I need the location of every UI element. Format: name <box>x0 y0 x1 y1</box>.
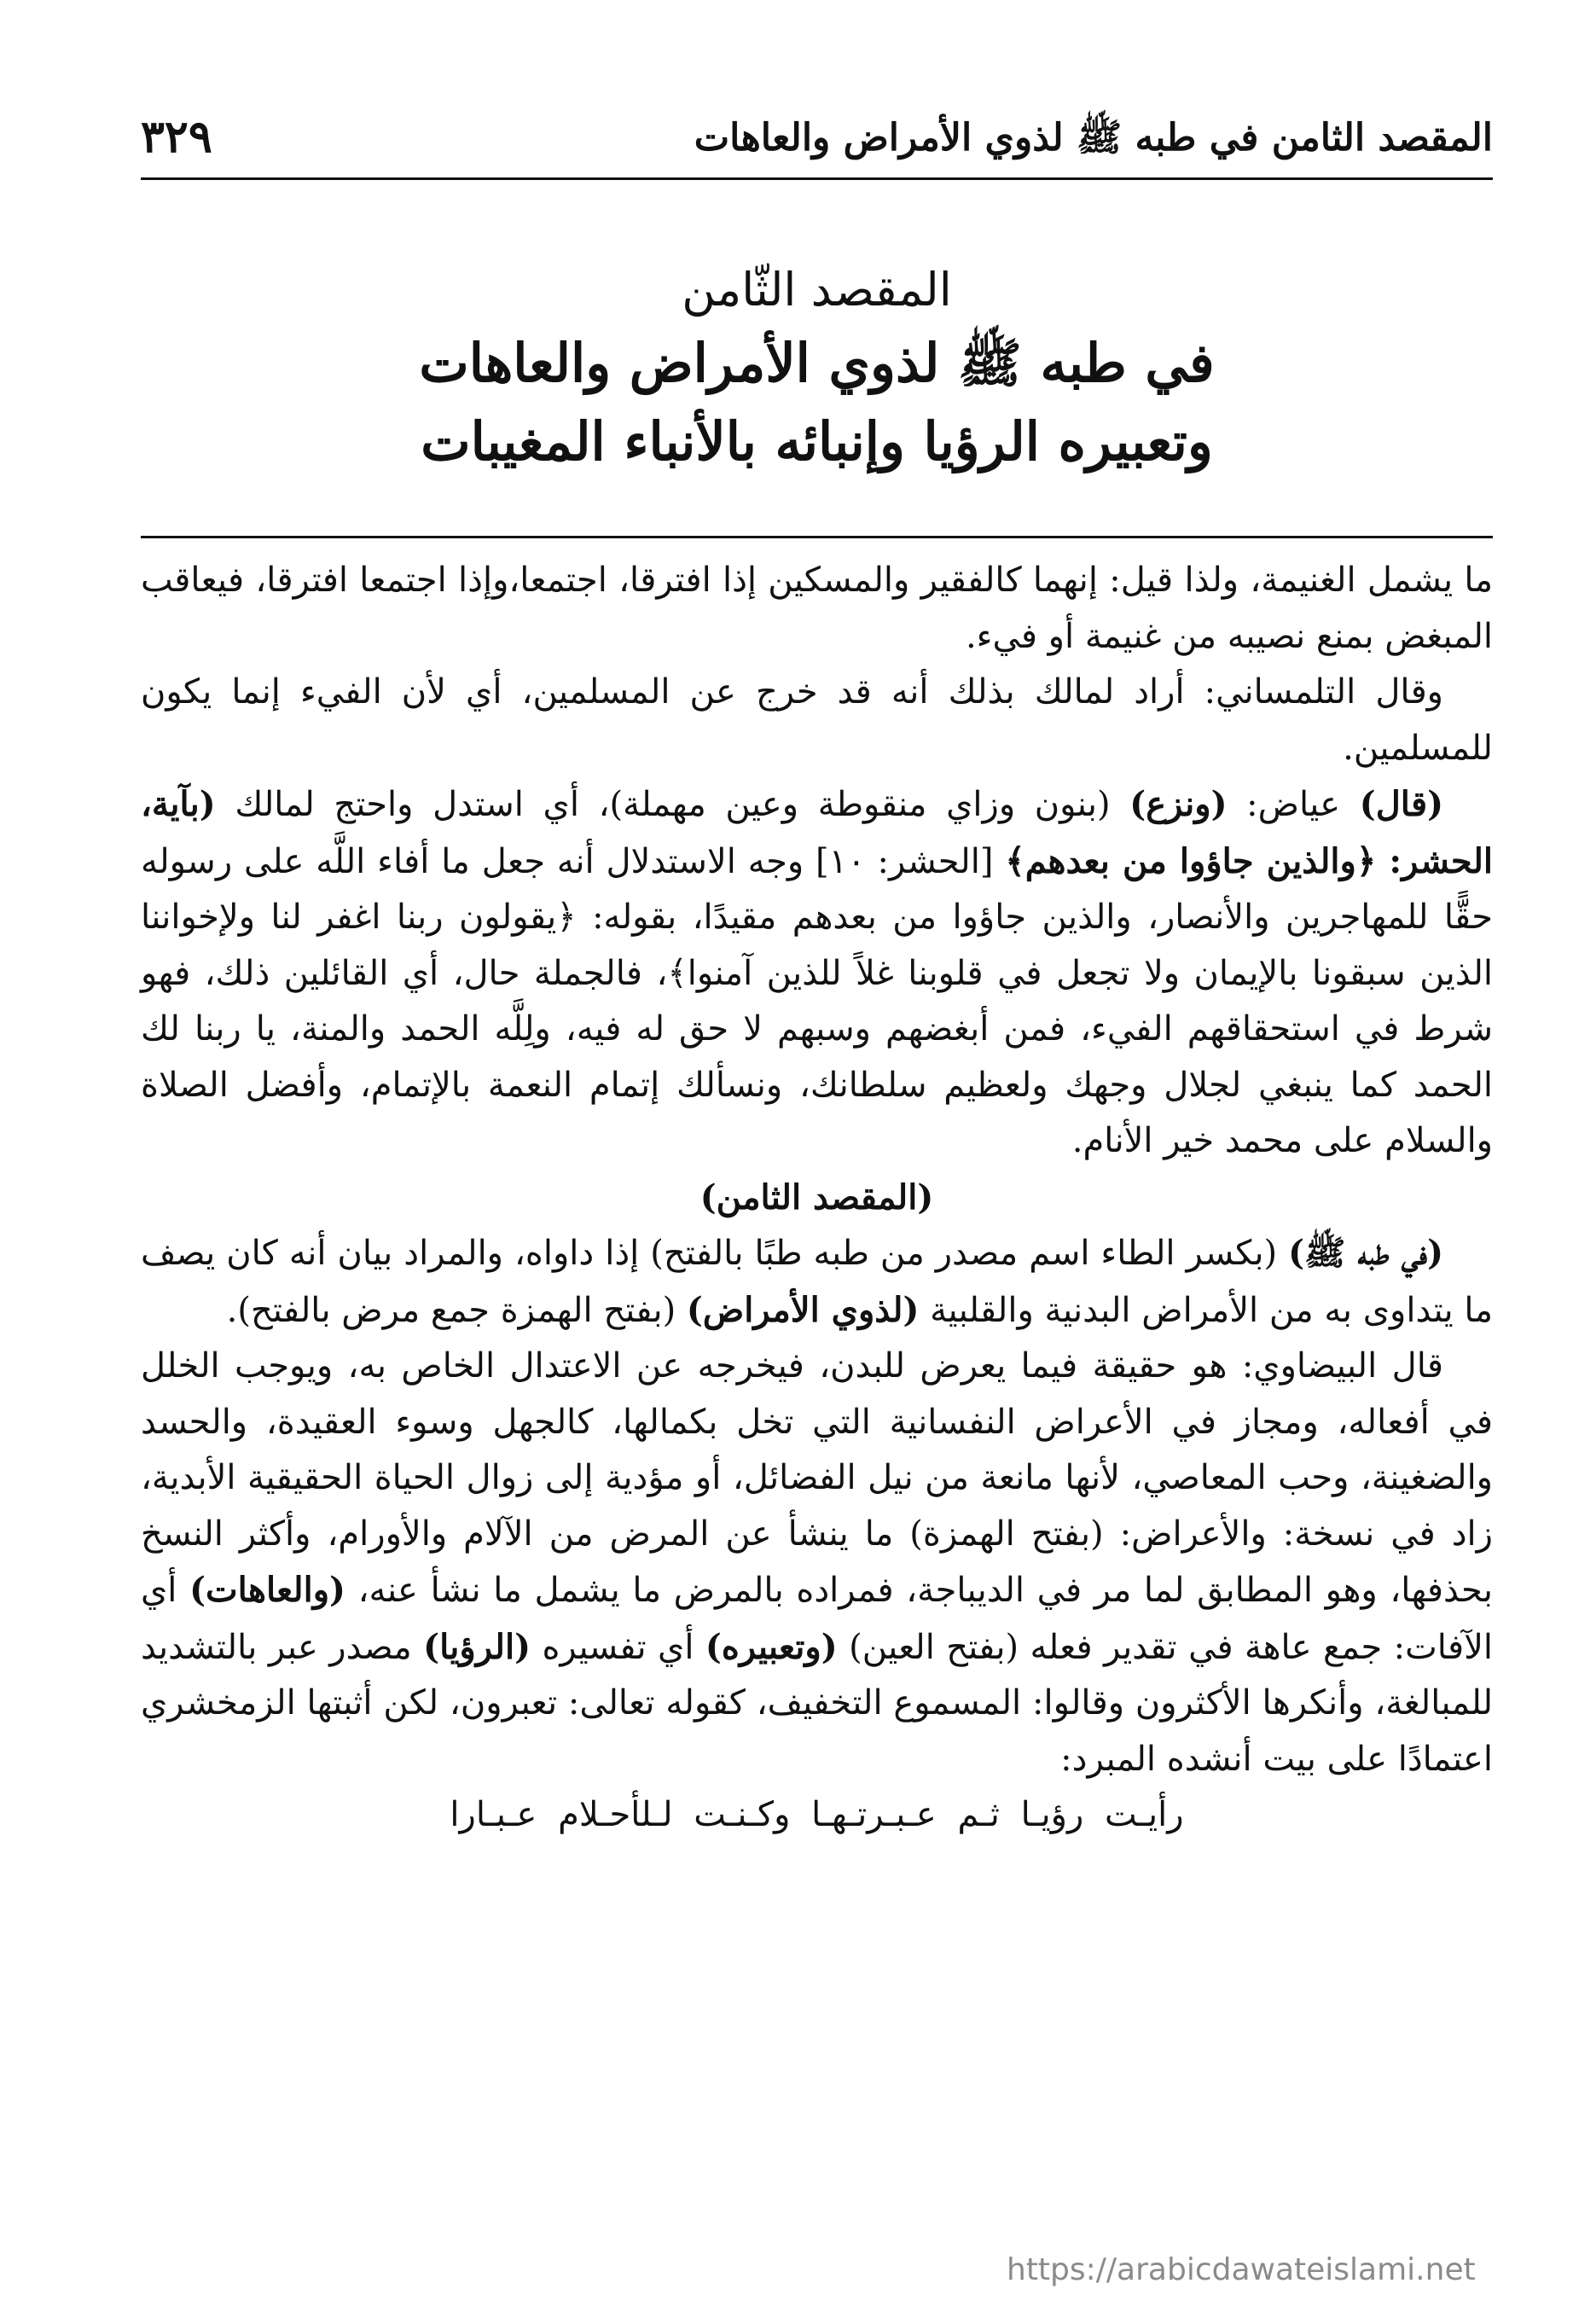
chapter-title-line-2: وتعبيره الرؤيا وإنبائه بالأنباء المغيبات <box>421 410 1213 473</box>
paragraph-4-text-1: (بكسر الطاء اسم مصدر من طبه طبًا بالفتح) إذا داواه، والمراد بيان أنه كان يصف ما يتداوى به من الأمراض البدنية والقلبية <box>141 1234 1493 1330</box>
heading-rule <box>141 536 1493 538</box>
page-number: ٣٢٩ <box>141 111 212 163</box>
paragraph-2-text: وقال التلمساني: أراد لمالك بذلك أنه قد خرج عن المسلمين، أي لأن الفيء إنما يكون للمسلمين. <box>141 672 1493 768</box>
lemma-wanaza: (ونزع) <box>1129 784 1228 824</box>
chapter-label: المقصد الثّامن <box>682 263 952 317</box>
chapter-heading <box>141 256 1493 481</box>
paragraph-1-text: ما يشمل الغنيمة، ولذا قيل: إنهما كالفقير والمسكين إذا افترقا، اجتمعا،وإذا اجتمعا افترقا، فيعاقب المبغض بمنع نصيبه من غنيمة أو فيء. <box>141 561 1493 656</box>
paragraph-5-text-2: أي الآفات: جمع عاهة في تقدير فعله (بفتح العين) <box>141 1571 1493 1667</box>
lemma-qala: (قال) <box>1359 784 1443 824</box>
page-header <box>141 102 1493 171</box>
paragraph-5 <box>141 1339 1493 1787</box>
watermark-url: https://arabicdawateislami.net <box>1007 2252 1476 2287</box>
lemma-al-ahat: (والعاهات) <box>189 1570 345 1610</box>
body-text <box>141 553 1493 1844</box>
lemma-ayat-al-hashr: (بآية، الحشر: ﴿والذين جاؤوا من بعدهم﴾ <box>141 784 1494 881</box>
paragraph-4 <box>141 1225 1493 1339</box>
paragraph-2 <box>141 665 1493 776</box>
paragraph-3-text-3: [الحشر: ١٠] وجه الاستدلال أنه جعل ما أفاء اللَّه على رسوله حقًّا للمهاجرين والأنصار، والذين جاؤوا من بعدهم مقيدًا، بقوله: ﴿يقولون ربنا اغفر لنا ولإخواننا الذين سبقونا بالإيمان ولا تجعل في قلوبنا غلاً للذين آمنوا﴾، فالجملة حال، أي القائلين ذلك، فهو شرط في استحقاقهم الفيء، فمن أبغضهم وسبهم لا حق له فيه، ولِلَّه الحمد والمنة، يا ربنا لك الحمد كما ينبغي لجلال وجهك ولعظيم سلطانك، ونسألك إتمام النعمة بالإتمام، وأفضل الصلاة والسلام على محمد خير الأنام. <box>141 841 1493 1160</box>
header-rule <box>141 177 1493 180</box>
poetry-verse: رأيـت رؤيـا ثـم عـبـرتـهـا وكـنـت لـلأحـلام عـبـارا <box>450 1795 1184 1834</box>
paragraph-1 <box>141 553 1493 665</box>
running-head: المقصد الثامن في طبه ﷺ لذوي الأمراض والعاهات <box>694 116 1493 160</box>
chapter-title-line-1: في طبه ﷺ لذوي الأمراض والعاهات <box>419 332 1215 394</box>
lemma-fi-tibbihi: (في طبه ﷺ) <box>1288 1233 1444 1273</box>
paragraph-3-text-1: عياض: <box>1227 785 1360 824</box>
paragraph-5-text-4: مصدر عبر بالتشديد للمبالغة، وأنكرها الأكثرون وقالوا: المسموع التخفيف، كقوله تعالى: تعبرون، لكن أثبتها الزمخشري اعتمادًا على بيت أنشده المبرد: <box>141 1627 1494 1779</box>
lemma-li-dhawi-al-amrad: (لذوي الأمراض) <box>686 1289 920 1330</box>
lemma-tabiruhu: (وتعبيره) <box>705 1626 838 1667</box>
paragraph-5-text-3: أي تفسيره <box>531 1627 705 1667</box>
paragraph-5-text-1: قال البيضاوي: هو حقيقة فيما يعرض للبدن، فيخرجه عن الاعتدال الخاص به، ويوجب الخلل في أفعاله، ومجاز في الأعراض النفسانية التي تخل بكمالها، كالجهل وسوء العقيدة، والحسد والضغينة، وحب المعاصي، لأنها مانعة من نيل الفضائل، أو مؤدية إلى زوال الحياة الحقيقية الأبدية، زاد في نسخة: والأعراض: (بفتح الهمزة) ما ينشأ عن المرض من الآلام والأورام، وأكثر النسخ بحذفها، وهو المطابق لما مر في الديباجة، فمراده بالمرض ما يشمل ما نشأ عنه، <box>141 1346 1493 1610</box>
section-title: (المقصد الثامن) <box>699 1177 934 1217</box>
paragraph-3 <box>141 776 1493 1170</box>
paragraph-4-text-2: (بفتح الهمزة جمع مرض بالفتح). <box>226 1290 687 1330</box>
lemma-al-ruya: (الرؤيا) <box>423 1626 531 1667</box>
paragraph-3-text-2: (بنون وزاي منقوطة وعين مهملة)، أي استدل واحتج لمالك <box>215 785 1130 824</box>
